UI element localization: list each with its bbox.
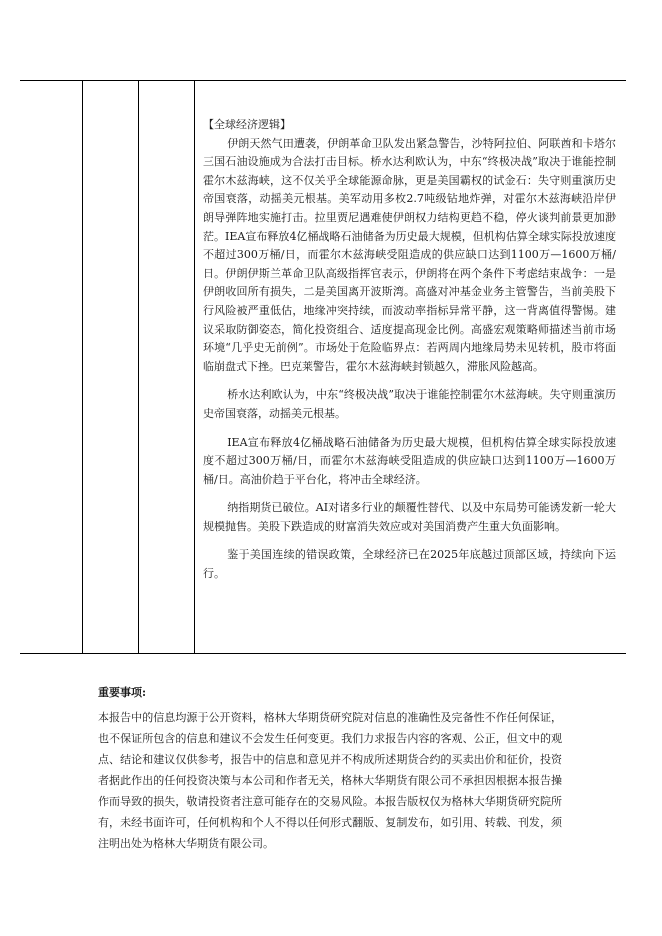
table-column-divider xyxy=(82,81,83,653)
disclaimer-body: 本报告中的信息均源于公开资料，格林大华期货研究院对信息的准确性及完备性不作任何保证，也不保证所包含的信息和建议不会发生任何变更。我们力求报告内容的客观、公正，但文中的观点、结论和建议仅供参考，报告中的信息和意见并不构成所述期货合约的买卖出价和征价，投资者据此作出的任何投资决策与本公司和作者无关，格林大华期货有限公司不承担因根据本报告操作而导致的损失，敬请投资者注意可能存在的交易风险。本报告版权仅为格林大华期货研究院所有，未经书面许可，任何机构和个人不得以任何形式翻版、复制发布，如引用、转载、刊发，须注明出处为格林大华期货有限公司。 xyxy=(98,711,562,850)
analysis-paragraph: 鉴于美国连续的错误政策，全球经济已在2025年底越过顶部区域，持续向下运行。 xyxy=(203,548,616,581)
disclaimer xyxy=(98,682,562,854)
section-title: 【全球经济逻辑】 xyxy=(203,118,291,131)
analysis-cell xyxy=(198,116,624,594)
analysis-paragraph: 桥水达利欧认为，中东“终极决战”取决于谁能控制霍尔木兹海峡。失守则重演历史帝国衰落，动摇美元根基。 xyxy=(203,388,616,420)
disclaimer-title: 重要事项: xyxy=(98,686,147,699)
table-column-divider xyxy=(138,81,139,653)
report-table xyxy=(20,80,626,654)
analysis-paragraph: 伊朗天然气田遭袭，伊朗革命卫队发出紧急警告，沙特阿拉伯、阿联酋和卡塔尔三国石油设施成为合法打击目标。桥水达利欧认为，中东“终极决战”取决于谁能控制霍尔木兹海峡，这不仅关乎全球能源命脉，更是美国霸权的试金石：失守则重演历史帝国衰落，动摇美元根基。美军动用多枚2.7吨级钻地炸弹，对霍尔木兹海峡沿岸伊朗导弹阵地实施打击。拉里贾尼遇难使伊朗权力结构更趋不稳，停火谈判前景更加渺茫。IEA宣布释放4亿桶战略石油储备为历史最大规模，但机构估算全球实际投放速度不超过300万桶/日，而霍尔木兹海峡受阻造成的供应缺口达到1100万—1600万桶/日。伊朗伊斯兰革命卫队高级指挥官表示，伊朗将在两个条件下考虑结束战争：一是伊朗收回所有损失，二是美国离开波斯湾。高盛对冲基金业务主管警告，当前美股下行风险被严重低估，地缘冲突持续，而波动率指标异常平静，这一背离值得警惕。建议采取防御姿态，简化投资组合、适度提高现金比例。高盛宏观策略师描述当前市场环境“几乎史无前例”。市场处于危险临界点：若两周内地缘局势未见转机，股市将面临崩盘式下挫。巴克莱警告，霍尔木兹海峡封锁越久，滞胀风险越高。 xyxy=(203,136,616,373)
analysis-paragraph: 纳指期货已破位。AI对诸多行业的颠覆性替代、以及中东局势可能诱发新一轮大规模抛售。美股下跌造成的财富消失效应或对美国消费产生重大负面影响。 xyxy=(203,501,616,533)
table-column-divider xyxy=(194,81,195,653)
analysis-paragraph: IEA宣布释放4亿桶战略石油储备为历史最大规模，但机构估算全球实际投放速度不超过300万桶/日，而霍尔木兹海峡受阻造成的供应缺口达到1100万—1600万桶/日。高油价趋于平台化，将冲击全球经济。 xyxy=(203,435,616,486)
